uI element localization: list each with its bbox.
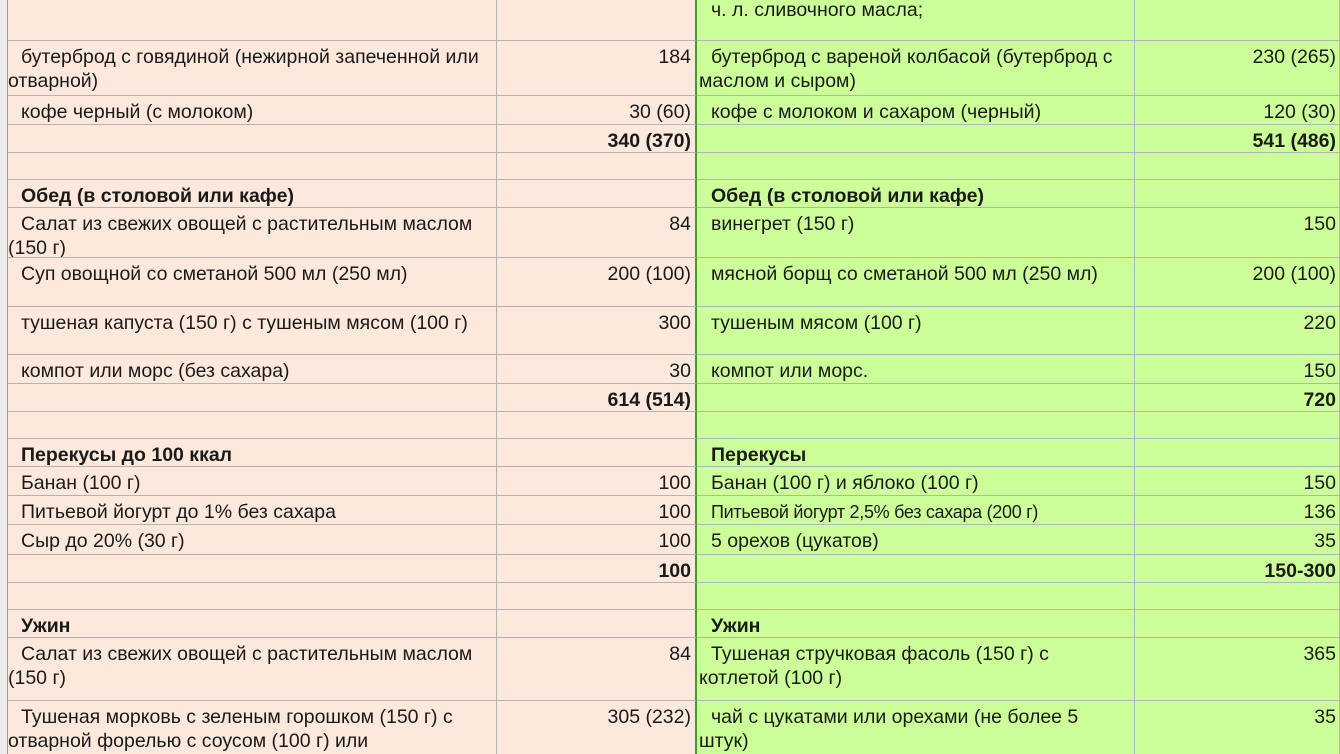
- left-item-cell[interactable]: Ужин: [0, 610, 497, 638]
- table-row: [0, 412, 1340, 439]
- right-kcal-cell[interactable]: [1135, 412, 1340, 439]
- right-kcal-cell[interactable]: 541 (486): [1135, 125, 1340, 153]
- left-item-cell[interactable]: [0, 412, 497, 439]
- right-kcal-cell[interactable]: 136: [1135, 496, 1340, 525]
- left-kcal-cell[interactable]: 200 (100): [497, 258, 697, 307]
- right-kcal-cell[interactable]: 150: [1135, 467, 1340, 496]
- table-row: [0, 701, 1340, 754]
- left-kcal-cell[interactable]: 300: [497, 307, 697, 355]
- right-kcal-cell[interactable]: 365: [1135, 638, 1340, 701]
- left-item-cell[interactable]: [0, 555, 497, 583]
- table-row: [0, 638, 1340, 701]
- left-kcal-cell[interactable]: [497, 180, 697, 208]
- right-kcal-cell[interactable]: 150-300: [1135, 555, 1340, 583]
- left-kcal-cell[interactable]: [497, 583, 697, 610]
- table-row: [0, 307, 1340, 355]
- right-item-cell[interactable]: [697, 384, 1135, 412]
- left-kcal-cell[interactable]: [497, 153, 697, 180]
- left-item-cell[interactable]: [0, 583, 497, 610]
- left-item-cell[interactable]: [0, 153, 497, 180]
- right-item-cell[interactable]: бутерброд с вареной колбасой (бутерброд с маслом и сыром): [697, 41, 1135, 96]
- right-item-cell[interactable]: компот или морс.: [697, 355, 1135, 384]
- table-row: [0, 96, 1340, 125]
- left-kcal-cell[interactable]: [497, 412, 697, 439]
- right-item-cell[interactable]: Питьевой йогурт 2,5% без сахара (200 г): [697, 496, 1135, 525]
- left-item-cell[interactable]: Банан (100 г): [0, 467, 497, 496]
- right-item-cell[interactable]: [697, 125, 1135, 153]
- row-header-strip: [0, 0, 8, 754]
- table-row: [0, 467, 1340, 496]
- right-item-cell[interactable]: [697, 412, 1135, 439]
- left-kcal-cell[interactable]: 184: [497, 41, 697, 96]
- left-item-cell[interactable]: Суп овощной со сметаной 500 мл (250 мл): [0, 258, 497, 307]
- table-row: [0, 208, 1340, 258]
- left-kcal-cell[interactable]: 84: [497, 208, 697, 258]
- left-item-cell[interactable]: [0, 125, 497, 153]
- left-kcal-cell[interactable]: [497, 0, 697, 41]
- left-item-cell[interactable]: [0, 384, 497, 412]
- left-kcal-cell[interactable]: [497, 439, 697, 467]
- left-kcal-cell[interactable]: 100: [497, 555, 697, 583]
- left-item-cell[interactable]: кофе черный (с молоком): [0, 96, 497, 125]
- right-item-cell[interactable]: чай с цукатами или орехами (не более 5 штук): [697, 701, 1135, 754]
- left-item-cell[interactable]: компот или морс (без сахара): [0, 355, 497, 384]
- right-kcal-cell[interactable]: 220: [1135, 307, 1340, 355]
- table-row: [0, 555, 1340, 583]
- right-kcal-cell[interactable]: 720: [1135, 384, 1340, 412]
- left-item-cell[interactable]: Сыр до 20% (30 г): [0, 525, 497, 555]
- table-row: [0, 180, 1340, 208]
- left-kcal-cell[interactable]: 30 (60): [497, 96, 697, 125]
- table-row: [0, 583, 1340, 610]
- right-item-cell[interactable]: Тушеная стручковая фасоль (150 г) с котлетой (100 г): [697, 638, 1135, 701]
- left-kcal-cell[interactable]: 100: [497, 496, 697, 525]
- left-item-cell[interactable]: Тушеная морковь с зеленым горошком (150 г) с отварной форелью с соусом (100 г) или: [0, 701, 497, 754]
- table-row: [0, 525, 1340, 555]
- left-kcal-cell[interactable]: 614 (514): [497, 384, 697, 412]
- right-item-cell[interactable]: винегрет (150 г): [697, 208, 1135, 258]
- left-item-cell[interactable]: Обед (в столовой или кафе): [0, 180, 497, 208]
- right-kcal-cell[interactable]: 120 (30): [1135, 96, 1340, 125]
- left-item-cell[interactable]: Перекусы до 100 ккал: [0, 439, 497, 467]
- right-item-cell[interactable]: мясной борщ со сметаной 500 мл (250 мл): [697, 258, 1135, 307]
- left-kcal-cell[interactable]: [497, 610, 697, 638]
- table-row: [0, 355, 1340, 384]
- right-item-cell[interactable]: 5 орехов (цукатов): [697, 525, 1135, 555]
- table-row: [0, 0, 1340, 41]
- right-kcal-cell[interactable]: [1135, 153, 1340, 180]
- table-row: [0, 153, 1340, 180]
- left-kcal-cell[interactable]: 30: [497, 355, 697, 384]
- left-kcal-cell[interactable]: 84: [497, 638, 697, 701]
- left-kcal-cell[interactable]: 340 (370): [497, 125, 697, 153]
- table-row: [0, 384, 1340, 412]
- right-kcal-cell[interactable]: 35: [1135, 525, 1340, 555]
- right-kcal-cell[interactable]: [1135, 180, 1340, 208]
- table-row: [0, 610, 1340, 638]
- right-item-cell[interactable]: [697, 555, 1135, 583]
- right-kcal-cell[interactable]: 150: [1135, 355, 1340, 384]
- right-kcal-cell[interactable]: [1135, 439, 1340, 467]
- left-item-cell[interactable]: Салат из свежих овощей с растительным маслом (150 г): [0, 208, 497, 258]
- right-item-cell[interactable]: Банан (100 г) и яблоко (100 г): [697, 467, 1135, 496]
- right-item-cell[interactable]: Ужин: [697, 610, 1135, 638]
- right-kcal-cell[interactable]: 230 (265): [1135, 41, 1340, 96]
- right-kcal-cell[interactable]: 200 (100): [1135, 258, 1340, 307]
- right-kcal-cell[interactable]: 150: [1135, 208, 1340, 258]
- table-row: [0, 439, 1340, 467]
- right-kcal-cell[interactable]: 35: [1135, 701, 1340, 754]
- left-item-cell[interactable]: бутерброд с говядиной (нежирной запеченной или отварной): [0, 41, 497, 96]
- right-item-cell[interactable]: [697, 583, 1135, 610]
- left-item-cell[interactable]: [0, 0, 497, 41]
- right-kcal-cell[interactable]: [1135, 0, 1340, 41]
- left-item-cell[interactable]: Питьевой йогурт до 1% без сахара: [0, 496, 497, 525]
- right-item-cell[interactable]: Перекусы: [697, 439, 1135, 467]
- table-row: [0, 41, 1340, 96]
- right-kcal-cell[interactable]: [1135, 583, 1340, 610]
- right-item-cell[interactable]: ч. л. сливочного масла;: [697, 0, 1135, 41]
- table-row: [0, 125, 1340, 153]
- table-row: [0, 496, 1340, 525]
- left-kcal-cell[interactable]: 100: [497, 525, 697, 555]
- right-kcal-cell[interactable]: [1135, 610, 1340, 638]
- left-item-cell[interactable]: Салат из свежих овощей с растительным маслом (150 г): [0, 638, 497, 701]
- table-row: [0, 258, 1340, 307]
- left-item-cell[interactable]: тушеная капуста (150 г) с тушеным мясом (100 г): [0, 307, 497, 355]
- right-item-cell[interactable]: Обед (в столовой или кафе): [697, 180, 1135, 208]
- left-kcal-cell[interactable]: 100: [497, 467, 697, 496]
- right-item-cell[interactable]: тушеным мясом (100 г): [697, 307, 1135, 355]
- left-kcal-cell[interactable]: 305 (232): [497, 701, 697, 754]
- right-item-cell[interactable]: кофе с молоком и сахаром (черный): [697, 96, 1135, 125]
- right-item-cell[interactable]: [697, 153, 1135, 180]
